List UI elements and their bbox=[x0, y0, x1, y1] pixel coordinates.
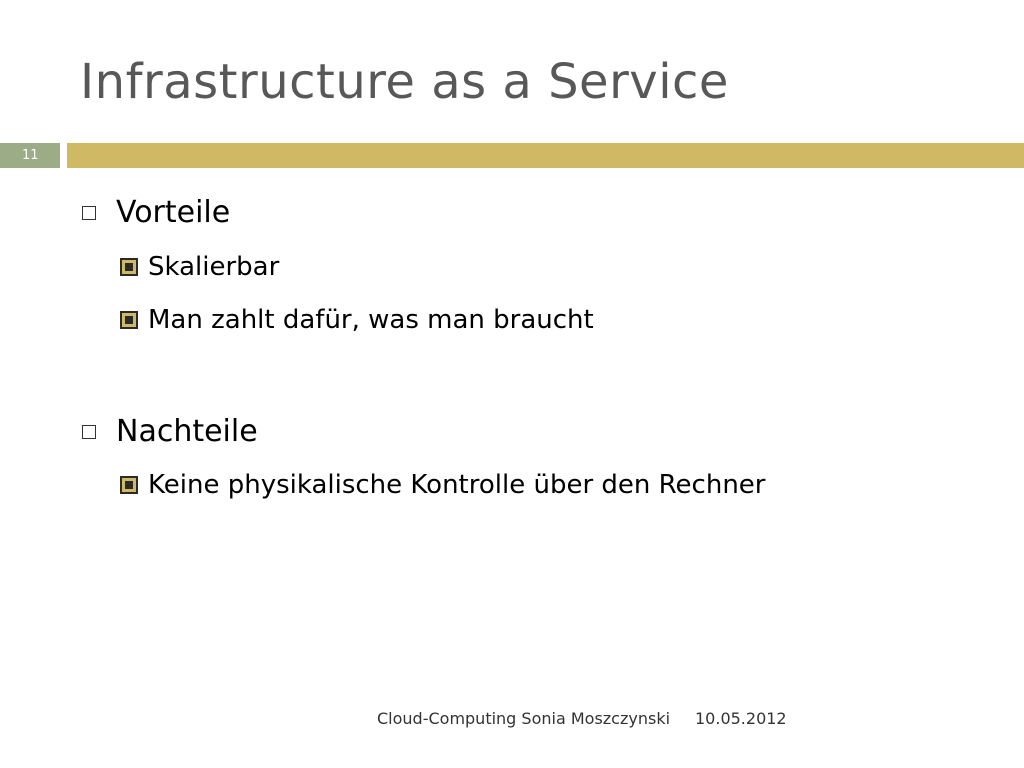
bullet-text: Man zahlt dafür, was man braucht bbox=[148, 305, 594, 335]
bullet-text: Skalierbar bbox=[148, 252, 280, 282]
bullet-man-zahlt bbox=[120, 305, 594, 335]
slide-title: Infrastructure as a Service bbox=[80, 54, 729, 110]
footer-date: 10.05.2012 bbox=[695, 709, 787, 728]
footer-author: Cloud-Computing Sonia Moszczynski bbox=[377, 709, 671, 728]
bullet-heading: Vorteile bbox=[116, 195, 231, 230]
bullet-keine-kontrolle bbox=[120, 470, 766, 500]
bullet-vorteile bbox=[82, 195, 230, 230]
slide-number: 11 bbox=[0, 143, 60, 168]
bullet-heading: Nachteile bbox=[116, 414, 258, 449]
empty-square-bullet-icon bbox=[82, 425, 96, 439]
filled-square-bullet-icon bbox=[120, 311, 138, 329]
filled-square-bullet-icon bbox=[120, 258, 138, 276]
title-accent-bar bbox=[67, 143, 1024, 168]
bullet-text: Keine physikalische Kontrolle über den Rechner bbox=[148, 470, 766, 500]
bullet-nachteile bbox=[82, 414, 258, 449]
empty-square-bullet-icon bbox=[82, 206, 96, 220]
filled-square-bullet-icon bbox=[120, 476, 138, 494]
bullet-skalierbar bbox=[120, 252, 279, 282]
